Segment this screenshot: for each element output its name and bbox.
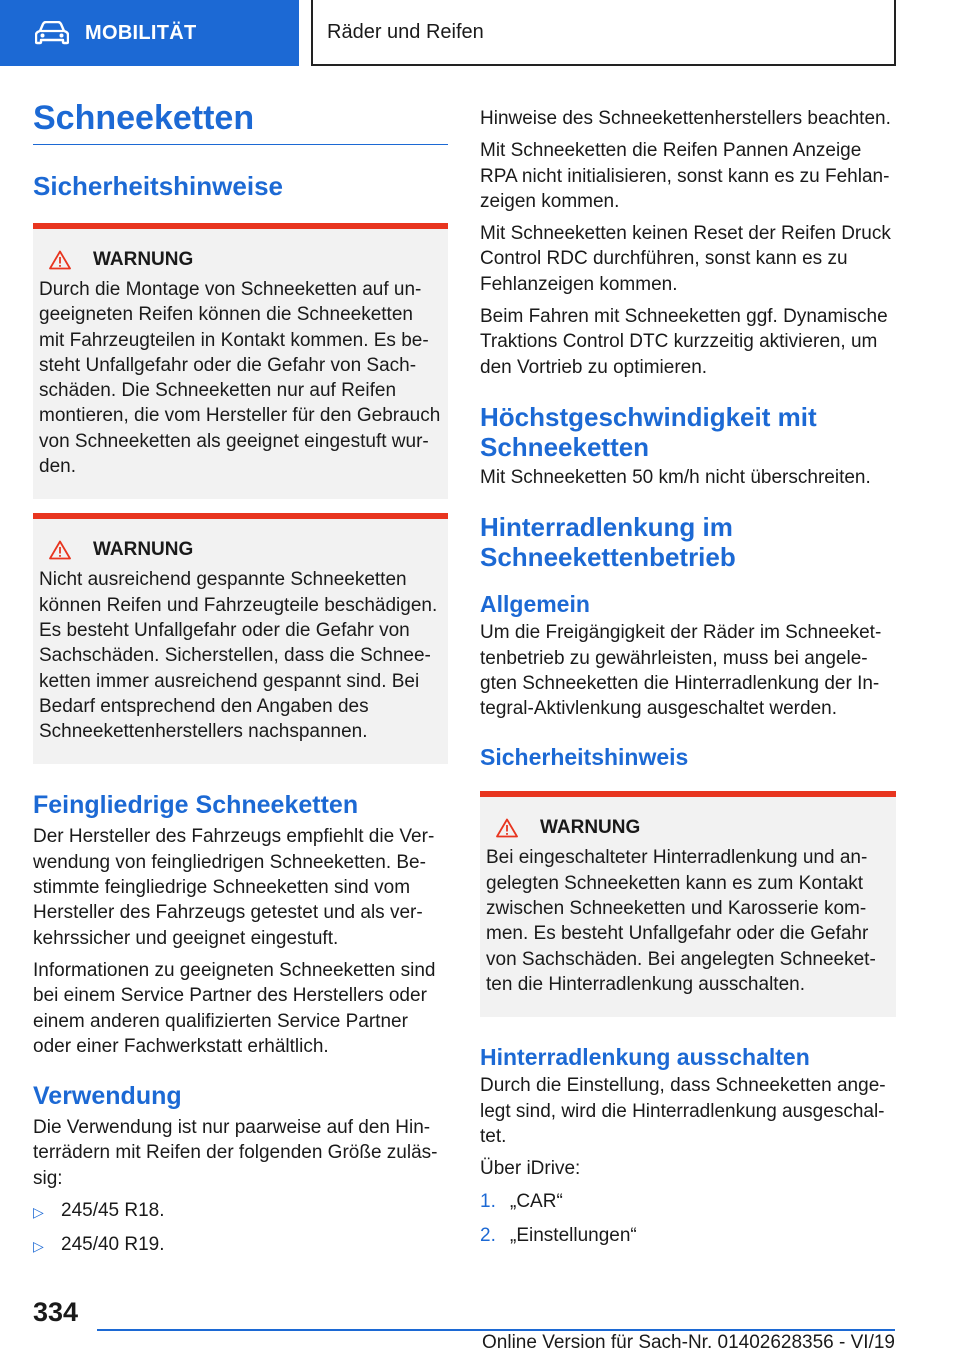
paragraph: Durch die Einstellung, dass Schneeketten ange- legt sind, wird die Hinterradlenkung ausgeschal- tet. [480, 1075, 886, 1147]
paragraph: Um die Freigängigkeit der Räder im Schneeket- tenbetrieb zu gewährleisten, muss bei angele- gten Schneeketten die Hinterradlenkung der In- tegral-Aktivlenkung ausgeschaltet werden. [480, 622, 882, 720]
bullet-marker: ▷ [33, 1204, 44, 1221]
warning-icon [49, 540, 71, 560]
car-icon [35, 21, 69, 45]
bullet-marker: ▷ [33, 1238, 44, 1255]
paragraph: Informationen zu geeigneten Schneeketten sind bei einem Service Partner des Herstellers oder einem anderen qualifizierten Service Partner oder einer Fachwerkstatt erhältlich. [33, 959, 436, 1057]
heading-rear-steering: Hinterradlenkung im Schneekettenbetrieb [480, 512, 736, 573]
heading-max-speed: Höchstgeschwindigkeit mit Schneeketten [480, 401, 817, 462]
paragraph: Hinweise des Schneekettenherstellers beachten. [480, 108, 891, 129]
warning-text: Durch die Montage von Schneeketten auf un- geeigneten Reifen können die Schneeketten mit Fahrzeugteilen in Kontakt kommen. Es be- steht Unfallgefahr oder die Gefahr von Sach- schäden. Die Schneeketten nur auf Reifen montieren, die vom Hersteller für den Gebrauch von Schneeketten als geeignet eingestuft wur- den. [39, 279, 441, 478]
section-tab[interactable] [0, 0, 299, 66]
right-column [480, 106, 896, 1248]
list-item: ▷ 245/40 R19. [33, 1232, 448, 1259]
paragraph: Die Verwendung ist nur paarweise auf den Hin- terrädern mit Reifen der folgenden Größe zuläs- sig: [33, 1117, 438, 1189]
step-number: 1. [480, 1191, 496, 1213]
list-item: ▷ 245/45 R18. [33, 1198, 448, 1225]
heading-rear-steering-off: Hinterradlenkung ausschalten [480, 1044, 810, 1071]
warning-icon [496, 818, 518, 838]
warning-label: WARNUNG [540, 817, 641, 839]
warning-label: WARNUNG [93, 249, 194, 270]
warning-text: Bei eingeschalteter Hinterradlenkung und an- gelegten Schneeketten kann es zum Kontakt zwischen Schneeketten und Karosserie kom- men. Es besteht Unfallgefahr oder die Gefahr von Sachschäden. Bei angelegten Schneeket- ten die Hinterradlenkung ausschalten. [486, 847, 876, 995]
paragraph: Mit Schneeketten 50 km/h nicht überschreiten. [480, 466, 871, 488]
warning-box [480, 791, 896, 1017]
paragraph: Beim Fahren mit Schneeketten ggf. Dynamische Traktions Control DTC kurzzeitig aktivieren, um den Vortrieb zu optimieren. [480, 306, 888, 378]
footer-divider [97, 1329, 895, 1331]
heading-safety-note: Sicherheitshinweis [480, 744, 689, 771]
warning-label: WARNUNG [93, 539, 194, 561]
left-column [33, 98, 448, 1260]
paragraph: Mit Schneeketten die Reifen Pannen Anzeige RPA nicht initialisieren, sonst kann es zu Fehlan- zeigen kommen. [480, 140, 890, 212]
heading-usage: Verwendung [33, 1082, 182, 1111]
list-item: 1. „CAR“ [480, 1189, 896, 1214]
section-label: MOBILITÄT [85, 21, 197, 44]
page-title: Schneeketten [33, 98, 448, 145]
chapter-label: Räder und Reifen [327, 20, 484, 43]
warning-text: Nicht ausreichend gespannte Schneeketten können Reifen und Fahrzeugteile beschädigen. Es besteht Unfallgefahr oder die Gefahr von Sachschäden. Sicherstellen, dass die Schnee- ketten immer ausreichend gespannt sind. Bei Bedarf entsprechend den Angaben des Schneekettenherstellers nachspannen. [39, 569, 438, 743]
footer-text: Online Version für Sach-Nr. 01402628356 - VI/19 [482, 1332, 895, 1353]
heading-safety: Sicherheitshinweise [33, 171, 283, 201]
paragraph: Über iDrive: [480, 1158, 581, 1180]
heading-general: Allgemein [480, 591, 590, 618]
heading-fine-chains: Feingliedrige Schneeketten [33, 791, 359, 820]
warning-icon [49, 250, 71, 270]
warning-box [33, 223, 448, 499]
paragraph: Mit Schneeketten keinen Reset der Reifen Druck Control RDC durchführen, sonst kann es zu Fehlanzeigen kommen. [480, 223, 891, 295]
step-number: 2. [480, 1224, 496, 1246]
chapter-tab[interactable] [311, 0, 896, 66]
paragraph: Der Hersteller des Fahrzeugs empfiehlt die Ver- wendung von feingliedrigen Schneeketten. Be- stimmte feingliedrige Schneeketten sind vom Hersteller des Fahrzeugs getestet und als ver- kehrssicher und geeignet eingestuft. [33, 826, 435, 949]
page-number: 334 [33, 1297, 79, 1327]
warning-box [33, 513, 448, 764]
list-item: 2. „Einstellungen“ [480, 1223, 896, 1248]
